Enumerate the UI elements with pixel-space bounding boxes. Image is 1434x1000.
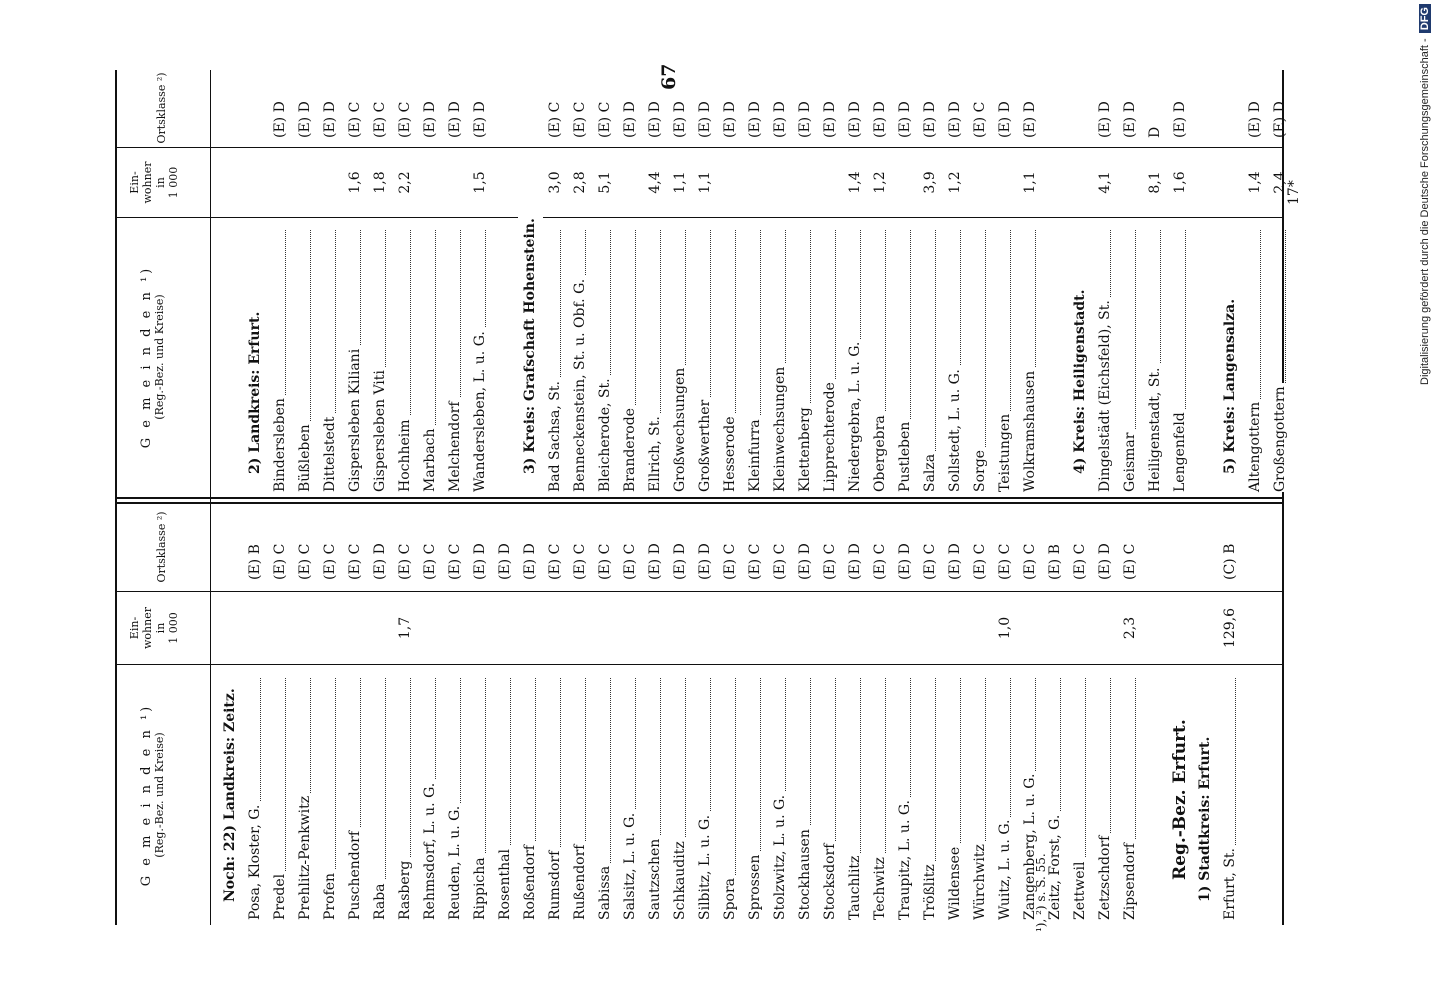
ortsklasse-value: (E) D bbox=[1022, 101, 1038, 138]
table-row bbox=[893, 510, 918, 920]
municipality-name: Bleicherode, St. bbox=[593, 375, 618, 492]
municipality-name: Trößlitz bbox=[918, 861, 943, 920]
table-row bbox=[743, 68, 768, 492]
municipality-name: Dittelstedt bbox=[318, 414, 343, 492]
table-row bbox=[268, 510, 293, 920]
table-row bbox=[343, 510, 368, 920]
ortsklasse-value: (E) D bbox=[897, 543, 913, 580]
table-row bbox=[1268, 68, 1293, 492]
ortsklasse-value: (E) C bbox=[972, 101, 988, 138]
einwohner-header bbox=[128, 148, 180, 217]
ortsklasse-value: (E) D bbox=[747, 101, 763, 138]
inhabitants-value: 1,4 bbox=[847, 171, 863, 194]
table-row bbox=[768, 510, 793, 920]
municipality-name: Großengottern bbox=[1268, 383, 1293, 492]
ortsklasse-value: (E) D bbox=[997, 101, 1013, 138]
inhabitants-value: 1,6 bbox=[1172, 171, 1188, 194]
gemeinden-header-sub: (Reg.-Bez. und Kreise) bbox=[153, 294, 166, 420]
table-row bbox=[568, 68, 593, 492]
municipality-name: Sautzschen bbox=[643, 836, 668, 920]
municipality-name: Rasberg bbox=[393, 858, 418, 920]
inhabitants-value: 1,2 bbox=[947, 171, 963, 194]
ortsklasse-value: D bbox=[1147, 126, 1163, 138]
municipality-name: Zetzschdorf bbox=[1093, 833, 1118, 920]
municipality-name: Bindersleben bbox=[268, 395, 293, 492]
inhabitants-value: 1,5 bbox=[472, 171, 488, 194]
municipality-name: Spora bbox=[718, 875, 743, 920]
table-row bbox=[1143, 68, 1168, 492]
ortsklasse-value: (E) D bbox=[847, 101, 863, 138]
municipality-name: Profen bbox=[318, 870, 343, 920]
inhabitants-value: 1,6 bbox=[347, 171, 363, 194]
ortsklasse-value: (E) C bbox=[272, 543, 288, 580]
table-row bbox=[318, 510, 343, 920]
ortsklasse-value: (E) C bbox=[547, 543, 563, 580]
municipality-name: Sollstedt, L. u. G. bbox=[943, 366, 968, 492]
municipality-name: Gispersleben Kiliani bbox=[343, 346, 368, 492]
ortsklasse-value: (E) D bbox=[472, 101, 488, 138]
einwohner-header-line: in bbox=[154, 177, 167, 188]
table-row bbox=[618, 510, 643, 920]
table-row bbox=[743, 510, 768, 920]
table-row bbox=[418, 68, 443, 492]
ortsklasse-value: (E) C bbox=[297, 543, 313, 580]
table-row bbox=[768, 68, 793, 492]
ortsklasse-value: (E) D bbox=[1097, 101, 1113, 138]
municipality-name: Zeitz, Forst, G. bbox=[1043, 812, 1068, 920]
municipality-name: Großwechsungen bbox=[668, 365, 693, 492]
inhabitants-value: 3,9 bbox=[922, 171, 938, 194]
ortsklasse-value: (E) C bbox=[397, 101, 413, 138]
ortsklasse-value: (E) D bbox=[822, 101, 838, 138]
municipality-name: Rehmsdorf, L. u. G. bbox=[418, 780, 443, 920]
section-heading bbox=[218, 510, 243, 920]
ortsklasse-value: (E) D bbox=[647, 101, 663, 138]
municipality-name: Rußendorf bbox=[568, 842, 593, 920]
inhabitants-value: 1,1 bbox=[672, 171, 688, 194]
table-row bbox=[893, 68, 918, 492]
municipality-name: Marbach bbox=[418, 425, 443, 492]
municipality-name: Traupitz, L. u. G. bbox=[893, 797, 918, 920]
municipality-name: Hochheim bbox=[393, 416, 418, 492]
inhabitants-value: 4,4 bbox=[647, 171, 663, 194]
einwohner-header-line: 1 000 bbox=[167, 166, 180, 199]
table-row bbox=[418, 510, 443, 920]
inhabitants-value: 1,1 bbox=[697, 171, 713, 194]
table-row bbox=[593, 68, 618, 492]
municipality-name: Bad Sachsa, St. bbox=[543, 378, 568, 492]
municipality-name: Prehlitz-Penkwitz bbox=[293, 793, 318, 920]
table-row bbox=[868, 510, 893, 920]
table-row bbox=[1093, 68, 1118, 492]
table-row bbox=[868, 68, 893, 492]
municipality-name: Pustleben bbox=[893, 419, 918, 492]
ortsklasse-value: (E) D bbox=[297, 101, 313, 138]
municipality-name: Zettweil bbox=[1068, 859, 1093, 921]
ortsklasse-header bbox=[155, 70, 168, 146]
ortsklasse-value: (E) D bbox=[1122, 101, 1138, 138]
signature-mark: 17* bbox=[1286, 180, 1302, 205]
municipality-name: Schkauditz bbox=[668, 838, 693, 920]
einwohner-header bbox=[128, 592, 180, 664]
ortsklasse-value: (E) D bbox=[272, 101, 288, 138]
ortsklasse-value: (E) D bbox=[697, 543, 713, 580]
ortsklasse-value: (E) D bbox=[922, 101, 938, 138]
ortsklasse-value: (E) D bbox=[672, 101, 688, 138]
spacer-row bbox=[1043, 68, 1068, 492]
inhabitants-value: 2,2 bbox=[397, 171, 413, 194]
table-row bbox=[1093, 510, 1118, 920]
page-number: 67 bbox=[658, 63, 680, 90]
table-row bbox=[818, 68, 843, 492]
table-row bbox=[443, 68, 468, 492]
municipality-name: Techwitz bbox=[868, 854, 893, 920]
inhabitants-value: 8,1 bbox=[1147, 171, 1163, 194]
ortsklasse-value: (E) D bbox=[522, 543, 538, 580]
table-row bbox=[793, 510, 818, 920]
table-row bbox=[618, 68, 643, 492]
einwohner-header-line: wohner bbox=[141, 161, 154, 204]
table-row bbox=[968, 510, 993, 920]
heading-label: 2) Landkreis: Erfurt. bbox=[243, 309, 268, 492]
table-row bbox=[1218, 510, 1243, 920]
ortsklasse-value: (E) C bbox=[372, 101, 388, 138]
ortsklasse-value: (E) B bbox=[1047, 544, 1063, 580]
digitization-note bbox=[1419, 4, 1431, 385]
heading-label: 5) Kreis: Langensalza. bbox=[1218, 296, 1243, 492]
table-row bbox=[318, 68, 343, 492]
ortsklasse-value: (E) C bbox=[622, 543, 638, 580]
ortsklasse-value: (E) D bbox=[1247, 101, 1263, 138]
municipality-name: Sorge bbox=[968, 447, 993, 492]
municipality-name: Lengenfeld bbox=[1168, 409, 1193, 492]
ortsklasse-value: (E) C bbox=[347, 101, 363, 138]
ortsklasse-value: (E) C bbox=[1122, 543, 1138, 580]
table-row bbox=[968, 68, 993, 492]
spacer-row bbox=[1143, 510, 1168, 920]
municipality-name: Gispersleben Viti bbox=[368, 367, 393, 492]
einwohner-header-line: in bbox=[154, 622, 167, 634]
municipality-name: Silbitz, L. u. G. bbox=[693, 812, 718, 920]
municipality-name: Großwerther bbox=[693, 397, 718, 492]
ortsklasse-value: (E) C bbox=[422, 543, 438, 580]
municipality-name: Niedergebra, L. u. G. bbox=[843, 339, 868, 492]
table-row bbox=[343, 68, 368, 492]
table-row bbox=[293, 68, 318, 492]
spacer-row bbox=[1193, 68, 1218, 492]
table-row bbox=[268, 68, 293, 492]
ortsklasse-value: (E) D bbox=[622, 101, 638, 138]
municipality-name: Roßendorf bbox=[518, 842, 543, 920]
municipality-name: Wuitz, L. u. G. bbox=[993, 817, 1018, 920]
table-row bbox=[368, 68, 393, 492]
einwohner-header-line: wohner bbox=[141, 607, 154, 649]
footnote: ¹), ²) s. S. 55. bbox=[1034, 853, 1048, 932]
municipality-name: Raba bbox=[368, 880, 393, 920]
heading-label: 4) Kreis: Heiligenstadt. bbox=[1068, 287, 1093, 492]
ortsklasse-value: (E) D bbox=[697, 101, 713, 138]
ortsklasse-value: (E) D bbox=[772, 101, 788, 138]
ortsklasse-value: (E) C bbox=[1072, 543, 1088, 580]
municipality-name: Melchendorf bbox=[443, 398, 468, 492]
region-heading bbox=[1168, 510, 1193, 920]
municipality-name: Zangenberg, L. u. G. bbox=[1018, 771, 1043, 920]
municipality-name: Kleinfurra bbox=[743, 416, 768, 492]
ortsklasse-value: (E) D bbox=[947, 543, 963, 580]
municipality-name: Wandersleben, L. u. G. bbox=[468, 328, 493, 492]
gemeinden-header-title: G e m e i n d e n ¹) bbox=[139, 265, 154, 449]
ortsklasse-value: (E) D bbox=[847, 543, 863, 580]
table-row bbox=[568, 510, 593, 920]
table-row bbox=[1118, 510, 1143, 920]
ortsklasse-header bbox=[155, 504, 168, 590]
inhabitants-value: 1,0 bbox=[997, 616, 1013, 640]
table-row bbox=[1018, 68, 1043, 492]
table-row bbox=[393, 510, 418, 920]
municipality-name: Obergebra bbox=[868, 412, 893, 492]
ortsklasse-value: (E) C bbox=[572, 101, 588, 138]
gemeinden-header-sub: (Reg.-Bez. und Kreise) bbox=[153, 732, 166, 858]
table-row bbox=[1118, 68, 1143, 492]
inhabitants-value: 1,4 bbox=[1247, 171, 1263, 194]
ortsklasse-value: (E) D bbox=[472, 543, 488, 580]
municipality-name: Sprossen bbox=[743, 852, 768, 920]
municipality-name: Wildensee bbox=[943, 844, 968, 920]
ortsklasse-value: (C) B bbox=[1222, 543, 1238, 580]
municipality-name: Salsitz, L. u. G. bbox=[618, 810, 643, 920]
table-row bbox=[543, 68, 568, 492]
table-row bbox=[793, 68, 818, 492]
ortsklasse-value: (E) D bbox=[947, 101, 963, 138]
ortsklasse-value: (E) C bbox=[997, 543, 1013, 580]
ortsklasse-value: (E) C bbox=[872, 543, 888, 580]
table-row bbox=[543, 510, 568, 920]
section-heading bbox=[1218, 68, 1243, 492]
municipality-name: Benneckenstein, St. u. Obf. G. bbox=[568, 276, 593, 492]
table-row bbox=[918, 68, 943, 492]
inhabitants-value: 1,1 bbox=[1022, 171, 1038, 194]
inhabitants-value: 2,3 bbox=[1122, 616, 1138, 640]
table-row bbox=[943, 68, 968, 492]
table-row bbox=[368, 510, 393, 920]
ortsklasse-value: (E) C bbox=[447, 543, 463, 580]
ortsklasse-value: (E) D bbox=[1097, 543, 1113, 580]
ortsklasse-value: (E) D bbox=[647, 543, 663, 580]
heading-label: 1) Stadtkreis: Erfurt. bbox=[1193, 734, 1218, 920]
municipality-name: Klettenberg bbox=[793, 404, 818, 492]
ortsklasse-value: (E) D bbox=[447, 101, 463, 138]
municipality-name: Geismar bbox=[1118, 430, 1143, 492]
municipality-name: Altengottern bbox=[1243, 399, 1268, 492]
ortsklasse-header-label: Ortsklasse ²) bbox=[155, 511, 168, 583]
inhabitants-value: 2,8 bbox=[572, 171, 588, 194]
inhabitants-value: 1,2 bbox=[872, 171, 888, 194]
table-row bbox=[468, 68, 493, 492]
ortsklasse-value: (E) D bbox=[1172, 101, 1188, 138]
heading-label: Noch: 22) Landkreis: Zeitz. bbox=[218, 685, 243, 920]
ortsklasse-value: (E) D bbox=[797, 543, 813, 580]
ortsklasse-value: (E) C bbox=[347, 543, 363, 580]
municipality-name: Branderode bbox=[618, 405, 643, 492]
ortsklasse-value: (E) D bbox=[372, 543, 388, 580]
municipality-name: Puschendorf bbox=[343, 828, 368, 920]
municipality-name: Reuden, L. u. G. bbox=[443, 803, 468, 920]
municipality-name: Posa, Kloster, G. bbox=[243, 802, 268, 920]
ortsklasse-value: (E) C bbox=[397, 543, 413, 580]
table-row bbox=[293, 510, 318, 920]
municipality-name: Predel bbox=[268, 871, 293, 920]
ortsklasse-value: (E) C bbox=[922, 543, 938, 580]
table-row bbox=[393, 68, 418, 492]
table-row bbox=[593, 510, 618, 920]
center-double-rule bbox=[115, 502, 1282, 504]
ortsklasse-value: (E) C bbox=[972, 543, 988, 580]
municipality-name: Stocksdorf bbox=[818, 841, 843, 920]
table-row bbox=[693, 510, 718, 920]
table-row bbox=[843, 68, 868, 492]
table-row bbox=[1243, 68, 1268, 492]
gemeinden-header bbox=[140, 222, 166, 492]
ortsklasse-value: (E) C bbox=[547, 101, 563, 138]
table-row bbox=[668, 510, 693, 920]
table-row bbox=[643, 68, 668, 492]
table-row bbox=[843, 510, 868, 920]
ortsklasse-value: (E) C bbox=[322, 543, 338, 580]
municipality-name: Zipsendorf bbox=[1118, 840, 1143, 920]
section-heading bbox=[1193, 510, 1218, 920]
spacer-row bbox=[218, 68, 243, 492]
table-row bbox=[818, 510, 843, 920]
table-row bbox=[493, 510, 518, 920]
inhabitants-value: 5,1 bbox=[597, 171, 613, 194]
einwohner-header-line: Ein- bbox=[128, 171, 141, 194]
ortsklasse-value: (E) C bbox=[822, 543, 838, 580]
heading-label: 3) Kreis: Grafschaft Hohenstein. bbox=[518, 215, 543, 492]
municipality-name: Würchwitz bbox=[968, 841, 993, 920]
table-row bbox=[443, 510, 468, 920]
digitization-note-text: Digitalisierung gefördert durch die Deutsche Forschungsgemeinschaft - bbox=[1419, 38, 1431, 385]
ortsklasse-value: (E) C bbox=[772, 543, 788, 580]
table-row bbox=[943, 510, 968, 920]
municipality-name: Lipprechterode bbox=[818, 379, 843, 492]
ortsklasse-value: (E) D bbox=[497, 543, 513, 580]
table-row bbox=[993, 510, 1018, 920]
ortsklasse-value: (E) D bbox=[422, 101, 438, 138]
ortsklasse-value: (E) C bbox=[597, 543, 613, 580]
ortsklasse-value: (E) D bbox=[1272, 101, 1288, 138]
dfg-logo: DFG bbox=[1419, 4, 1431, 33]
table-row bbox=[668, 68, 693, 492]
heading-label: Reg.-Bez. Erfurt. bbox=[1168, 716, 1193, 920]
section-heading bbox=[243, 68, 268, 492]
ortsklasse-value: (E) D bbox=[872, 101, 888, 138]
municipality-name: Dingelstädt (Eichsfeld), St. bbox=[1093, 297, 1118, 492]
table-row bbox=[693, 68, 718, 492]
table-row bbox=[993, 68, 1018, 492]
table-row bbox=[1168, 68, 1193, 492]
table-row bbox=[1068, 510, 1093, 920]
municipality-name: Rosenthal bbox=[493, 846, 518, 920]
table-row bbox=[918, 510, 943, 920]
section-heading bbox=[518, 68, 543, 492]
inhabitants-value: 4,1 bbox=[1097, 171, 1113, 194]
inhabitants-value: 1,8 bbox=[372, 171, 388, 194]
inhabitants-value: 2,4 bbox=[1272, 171, 1288, 194]
inhabitants-value: 3,0 bbox=[547, 171, 563, 194]
gemeinden-header-title: G e m e i n d e n ¹) bbox=[139, 703, 154, 887]
center-double-rule bbox=[115, 497, 1282, 499]
inhabitants-value: 129,6 bbox=[1222, 607, 1238, 649]
spacer-row bbox=[493, 68, 518, 492]
ortsklasse-value: (E) D bbox=[672, 543, 688, 580]
table-row bbox=[643, 510, 668, 920]
gemeinden-header bbox=[140, 670, 166, 920]
municipality-name: Stockhausen bbox=[793, 826, 818, 920]
municipality-name: Hesserode bbox=[718, 413, 743, 492]
municipality-name: Büßleben bbox=[293, 421, 318, 492]
municipality-name: Kleinwechsungen bbox=[768, 364, 793, 492]
table-row bbox=[518, 510, 543, 920]
ortsklasse-value: (E) C bbox=[722, 543, 738, 580]
municipality-name: Erfurt, St. bbox=[1218, 845, 1243, 920]
municipality-name: Rumsdorf bbox=[543, 848, 568, 920]
table-row bbox=[468, 510, 493, 920]
municipality-name: Tauchlitz bbox=[843, 853, 868, 920]
einwohner-header-line: Ein- bbox=[128, 616, 141, 640]
municipality-name: Rippicha bbox=[468, 854, 493, 920]
einwohner-header-line: 1 000 bbox=[167, 612, 180, 644]
ortsklasse-value: (E) C bbox=[1022, 543, 1038, 580]
ortsklasse-header-label: Ortsklasse ²) bbox=[155, 72, 168, 144]
municipality-name: Stolzwitz, L. u. G. bbox=[768, 792, 793, 920]
ortsklasse-value: (E) C bbox=[747, 543, 763, 580]
ortsklasse-value: (E) D bbox=[897, 101, 913, 138]
ortsklasse-value: (E) D bbox=[322, 101, 338, 138]
ortsklasse-value: (E) D bbox=[722, 101, 738, 138]
municipality-name: Ellrich, St. bbox=[643, 413, 668, 492]
table-row bbox=[243, 510, 268, 920]
table-row bbox=[718, 68, 743, 492]
municipality-name: Wolkramshausen bbox=[1018, 368, 1043, 492]
municipality-name: Salza bbox=[918, 451, 943, 492]
municipality-name: Heiligenstadt, St. bbox=[1143, 364, 1168, 492]
inhabitants-value: 1,7 bbox=[397, 616, 413, 640]
section-heading bbox=[1068, 68, 1093, 492]
ortsklasse-value: (E) B bbox=[247, 544, 263, 580]
municipality-name: Sabissa bbox=[593, 863, 618, 920]
ortsklasse-value: (E) C bbox=[597, 101, 613, 138]
ortsklasse-value: (E) C bbox=[572, 543, 588, 580]
table-row bbox=[718, 510, 743, 920]
ortsklasse-value: (E) D bbox=[797, 101, 813, 138]
municipality-name: Teistungen bbox=[993, 411, 1018, 492]
